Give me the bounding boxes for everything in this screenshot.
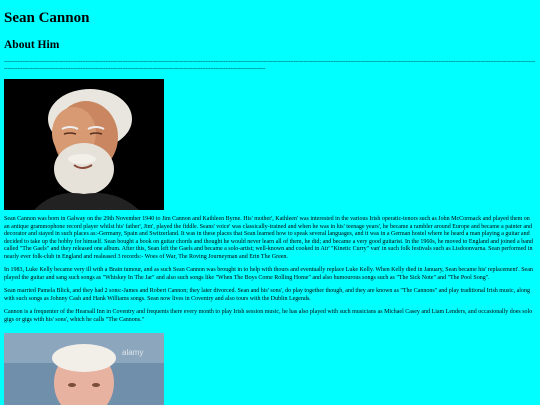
section-heading: About Him (4, 39, 60, 51)
second-photo-image (4, 333, 164, 405)
watermark-text: alamy (122, 348, 144, 357)
second-photo (4, 333, 164, 405)
bio-paragraph-3: Sean married Pamela Blick, and they had 2 sons:-James and Robert Cannon; they later divorced. Sean and his' sons', do play together though, and they are known as "The Cannons" and play traditional Irish music, along with such songs as Johnny Cash and Hank Williams songs. Sean now lives in Coventry and also tours with the Dublin Legends. (4, 288, 530, 302)
bio-paragraph-2: In 1983, Luke Kelly became very ill with a Brain tumour, and as such Sean Cannon was brought in to help with thours and eventually replace Luke Kelly. When Kelly died in January, Sean became his' replacement'. Sean played the guitar and sang such songs as "Whiskey In The Jar" and also such songs like "When The Boys Come Rolling Home" and also humourous songs such as "The Sick Note" and "The Pool Song". (4, 267, 533, 281)
page-title: Sean Cannon (4, 10, 90, 26)
portrait-image (4, 79, 164, 210)
portrait-photo (4, 79, 164, 210)
dashed-divider: -------------------------------------------------------------------------------------------------------------------------------------------------------------------------------------------------------------------------------------------------------------------------------------------------------------------------------------------------------------------------------------------------------------------------------------------------------------------------------------------- (4, 60, 536, 72)
bio-paragraph-1: Sean Cannon was born in Galway on the 29th November 1940 to Jim Cannon and Kathleen Byrne. His' mother', Kathleen' was interested in the various Irish operatic-tenors such as John McCormack and played them on an antique grammophone record player whilst his' father', Jim', played the fiddle. Seans' voice' was classically-trained and when he was in his' teenage years', he became a rambler around Europe and became a painter and decorator and stayed in such places as:-Germany, Spain and Switzerland. It was in these places that Sean learned how to speak several languages, and it was in a German hostel where he heard a man playing a guitar and decided to take up the hobby for himself. Sean bought a book on guitar chords and thought he would never learn all of them, he did; and became a very good guitarist. In the 1960s, he moved to England and joined a band called "The Gaels" and they released one album. After this, Sean left the Gaels and became a solo-artist; well-known and cooked in Air' "Kinetic Curry" van' in such folk festivals such as Lisdoonvarna. Sean performed in nearly ever folk-club in England and realeased 3 records:- Woes of War, The Roving Journeyman and Erin The Green. (4, 216, 533, 260)
page-content (4, 0, 536, 405)
bio-paragraph-4: Cannon is a frequenter of the Hearsall Inn in Coventry and frequents there every month to play Irish session music, he has also played with such musicians as Michael Casey and Liam Lenders, and occasionally does solo gigs or gigs with his' sons', which he calls "The Cannons." (4, 309, 533, 323)
